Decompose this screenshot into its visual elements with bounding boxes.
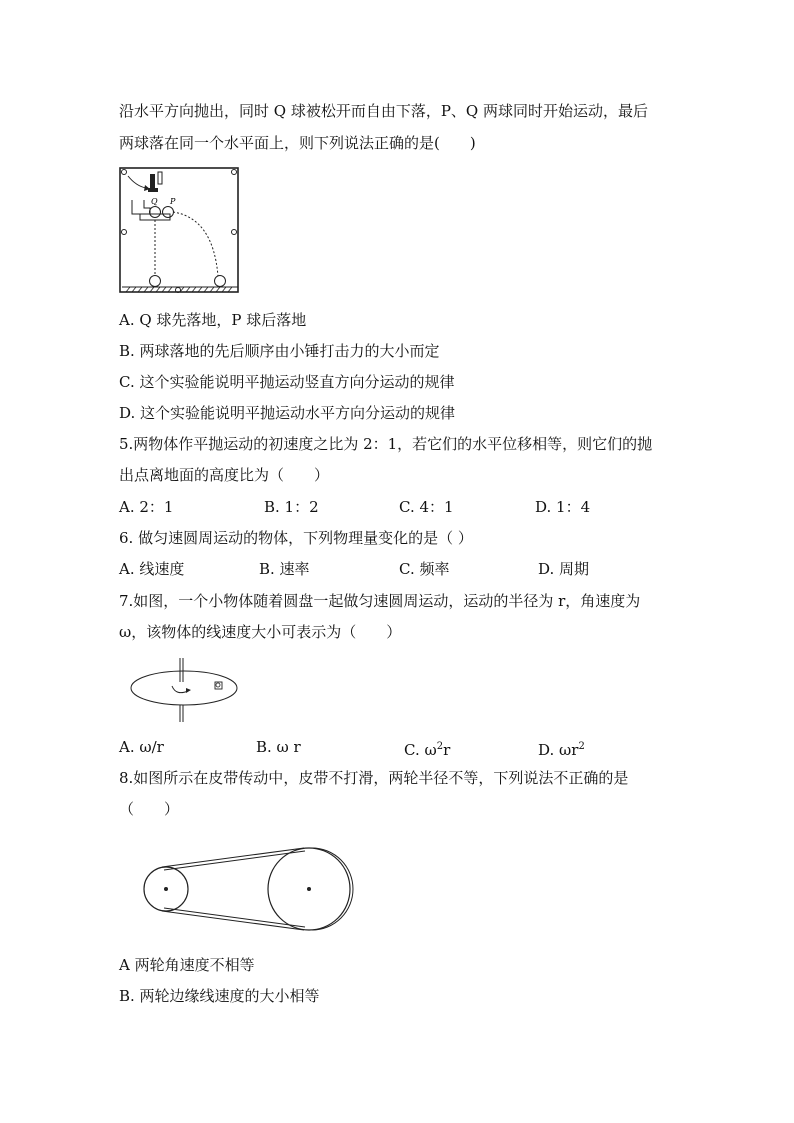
label-q: Q: [151, 197, 158, 206]
q4-option-b: B. 两球落地的先后顺序由小锤打击力的大小而定: [119, 342, 440, 360]
q5-option-d: D. 1：4: [535, 498, 591, 516]
q8-option-a: A 两轮角速度不相等: [119, 956, 255, 974]
q4-stem-line-1: 沿水平方向抛出，同时 Q 球被松开而自由下落，P、Q 两球同时开始运动，最后: [119, 102, 648, 120]
rotating-disk-figure: [128, 656, 240, 724]
q6-option-a: A. 线速度: [119, 560, 185, 578]
q6-stem: 6. 做匀速圆周运动的物体，下列物理量变化的是（ ）: [119, 529, 473, 547]
q5-option-a: A. 2：1: [119, 498, 174, 516]
q6-option-b: B. 速率: [259, 560, 310, 578]
label-p: P: [170, 197, 176, 206]
q7-option-c: C. $\omega^2r$: [404, 741, 451, 759]
q4-option-d: D. 这个实验能说明平抛运动水平方向分运动的规律: [119, 404, 456, 422]
q5-stem-line-2: 出点离地面的高度比为（ ）: [119, 466, 330, 484]
q4-stem-line-2: 两球落在同一个水平面上，则下列说法正确的是( ): [119, 134, 476, 152]
q7-option-d: D. $\omega r^2$: [538, 741, 585, 759]
q6-option-d: D. 周期: [538, 560, 590, 578]
q7-stem-line-1: 7.如图，一个小物体随着圆盘一起做匀速圆周运动，运动的半径为 r，角速度为: [119, 592, 641, 610]
q4-option-c: C. 这个实验能说明平抛运动竖直方向分运动的规律: [119, 373, 455, 391]
q6-option-c: C. 频率: [399, 560, 450, 578]
projectile-apparatus-figure: [118, 166, 242, 296]
q7-option-a: A. ω/r: [119, 738, 164, 756]
q4-option-a: A. Q 球先落地，P 球后落地: [119, 311, 307, 329]
q8-option-b: B. 两轮边缘线速度的大小相等: [119, 987, 320, 1005]
q7-stem-line-2: ω，该物体的线速度大小可表示为（ ）: [119, 623, 402, 641]
q5-stem-line-1: 5.两物体作平抛运动的初速度之比为 2：1，若它们的水平位移相等，则它们的抛: [119, 435, 653, 453]
q5-option-b: B. 1：2: [264, 498, 319, 516]
belt-drive-figure: [138, 843, 356, 935]
q7-option-b: B. ω r: [256, 738, 301, 756]
q8-stem-line-1: 8.如图所示在皮带传动中，皮带不打滑，两轮半径不等，下列说法不正确的是: [119, 769, 629, 787]
q8-stem-line-2: （ ）: [119, 800, 180, 818]
q5-option-c: C. 4：1: [399, 498, 454, 516]
